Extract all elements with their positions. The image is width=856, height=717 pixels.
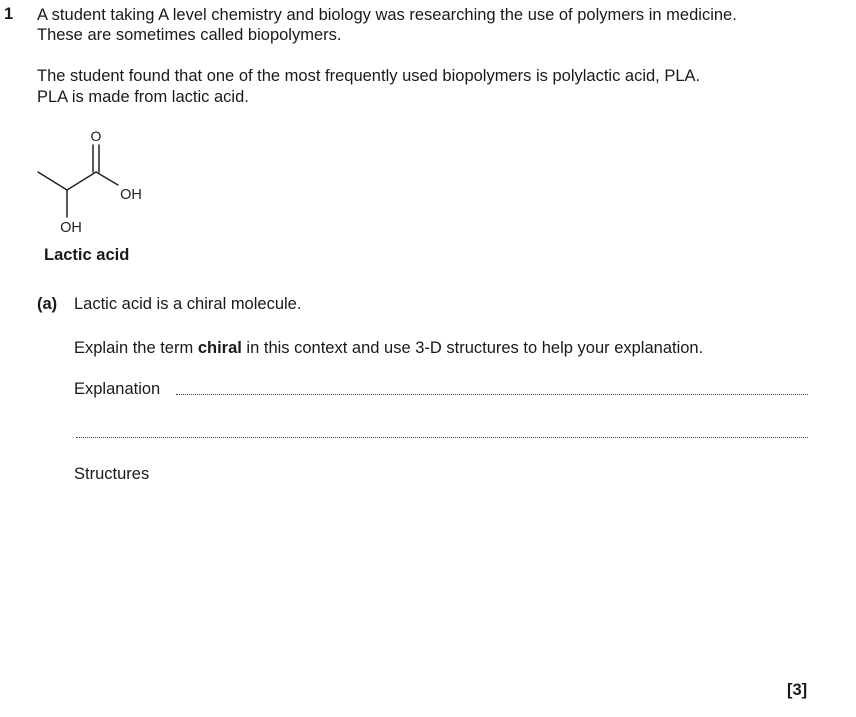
instruction-text-before: Explain the term: [74, 339, 198, 357]
part-a-instruction: [74, 338, 703, 359]
bond-methyl: [38, 172, 67, 190]
instruction-text-bold: chiral: [197, 339, 242, 357]
intro-line-1: A student taking A level chemistry and biology was researching the use of polymers in medicine.: [37, 6, 737, 24]
atom-oh-right-label: OH: [120, 187, 142, 203]
question-number: 1: [4, 5, 14, 23]
molecule-caption: Lactic acid: [44, 246, 130, 264]
atom-o-label: O: [90, 128, 102, 144]
answer-line-2[interactable]: [76, 437, 808, 438]
bond-c1-oh: [96, 172, 118, 185]
bond-c2-c1: [67, 172, 96, 190]
part-a-statement: Lactic acid is a chiral molecule.: [74, 295, 302, 313]
para2-line-1: The student found that one of the most frequently used biopolymers is polylactic acid, PLA.: [37, 67, 701, 85]
para2-line-2: PLA is made from lactic acid.: [37, 88, 249, 106]
atom-oh-bottom-label: OH: [60, 220, 82, 236]
marks-badge: [3]: [787, 681, 808, 699]
structures-label: Structures: [74, 465, 150, 483]
explanation-label: Explanation: [74, 380, 161, 398]
part-a-label: (a): [37, 295, 58, 313]
answer-line-1[interactable]: [176, 394, 808, 395]
intro-line-2: These are sometimes called biopolymers.: [37, 26, 342, 44]
instruction-text-after: in this context and use 3-D structures to help your explanation.: [241, 339, 704, 357]
